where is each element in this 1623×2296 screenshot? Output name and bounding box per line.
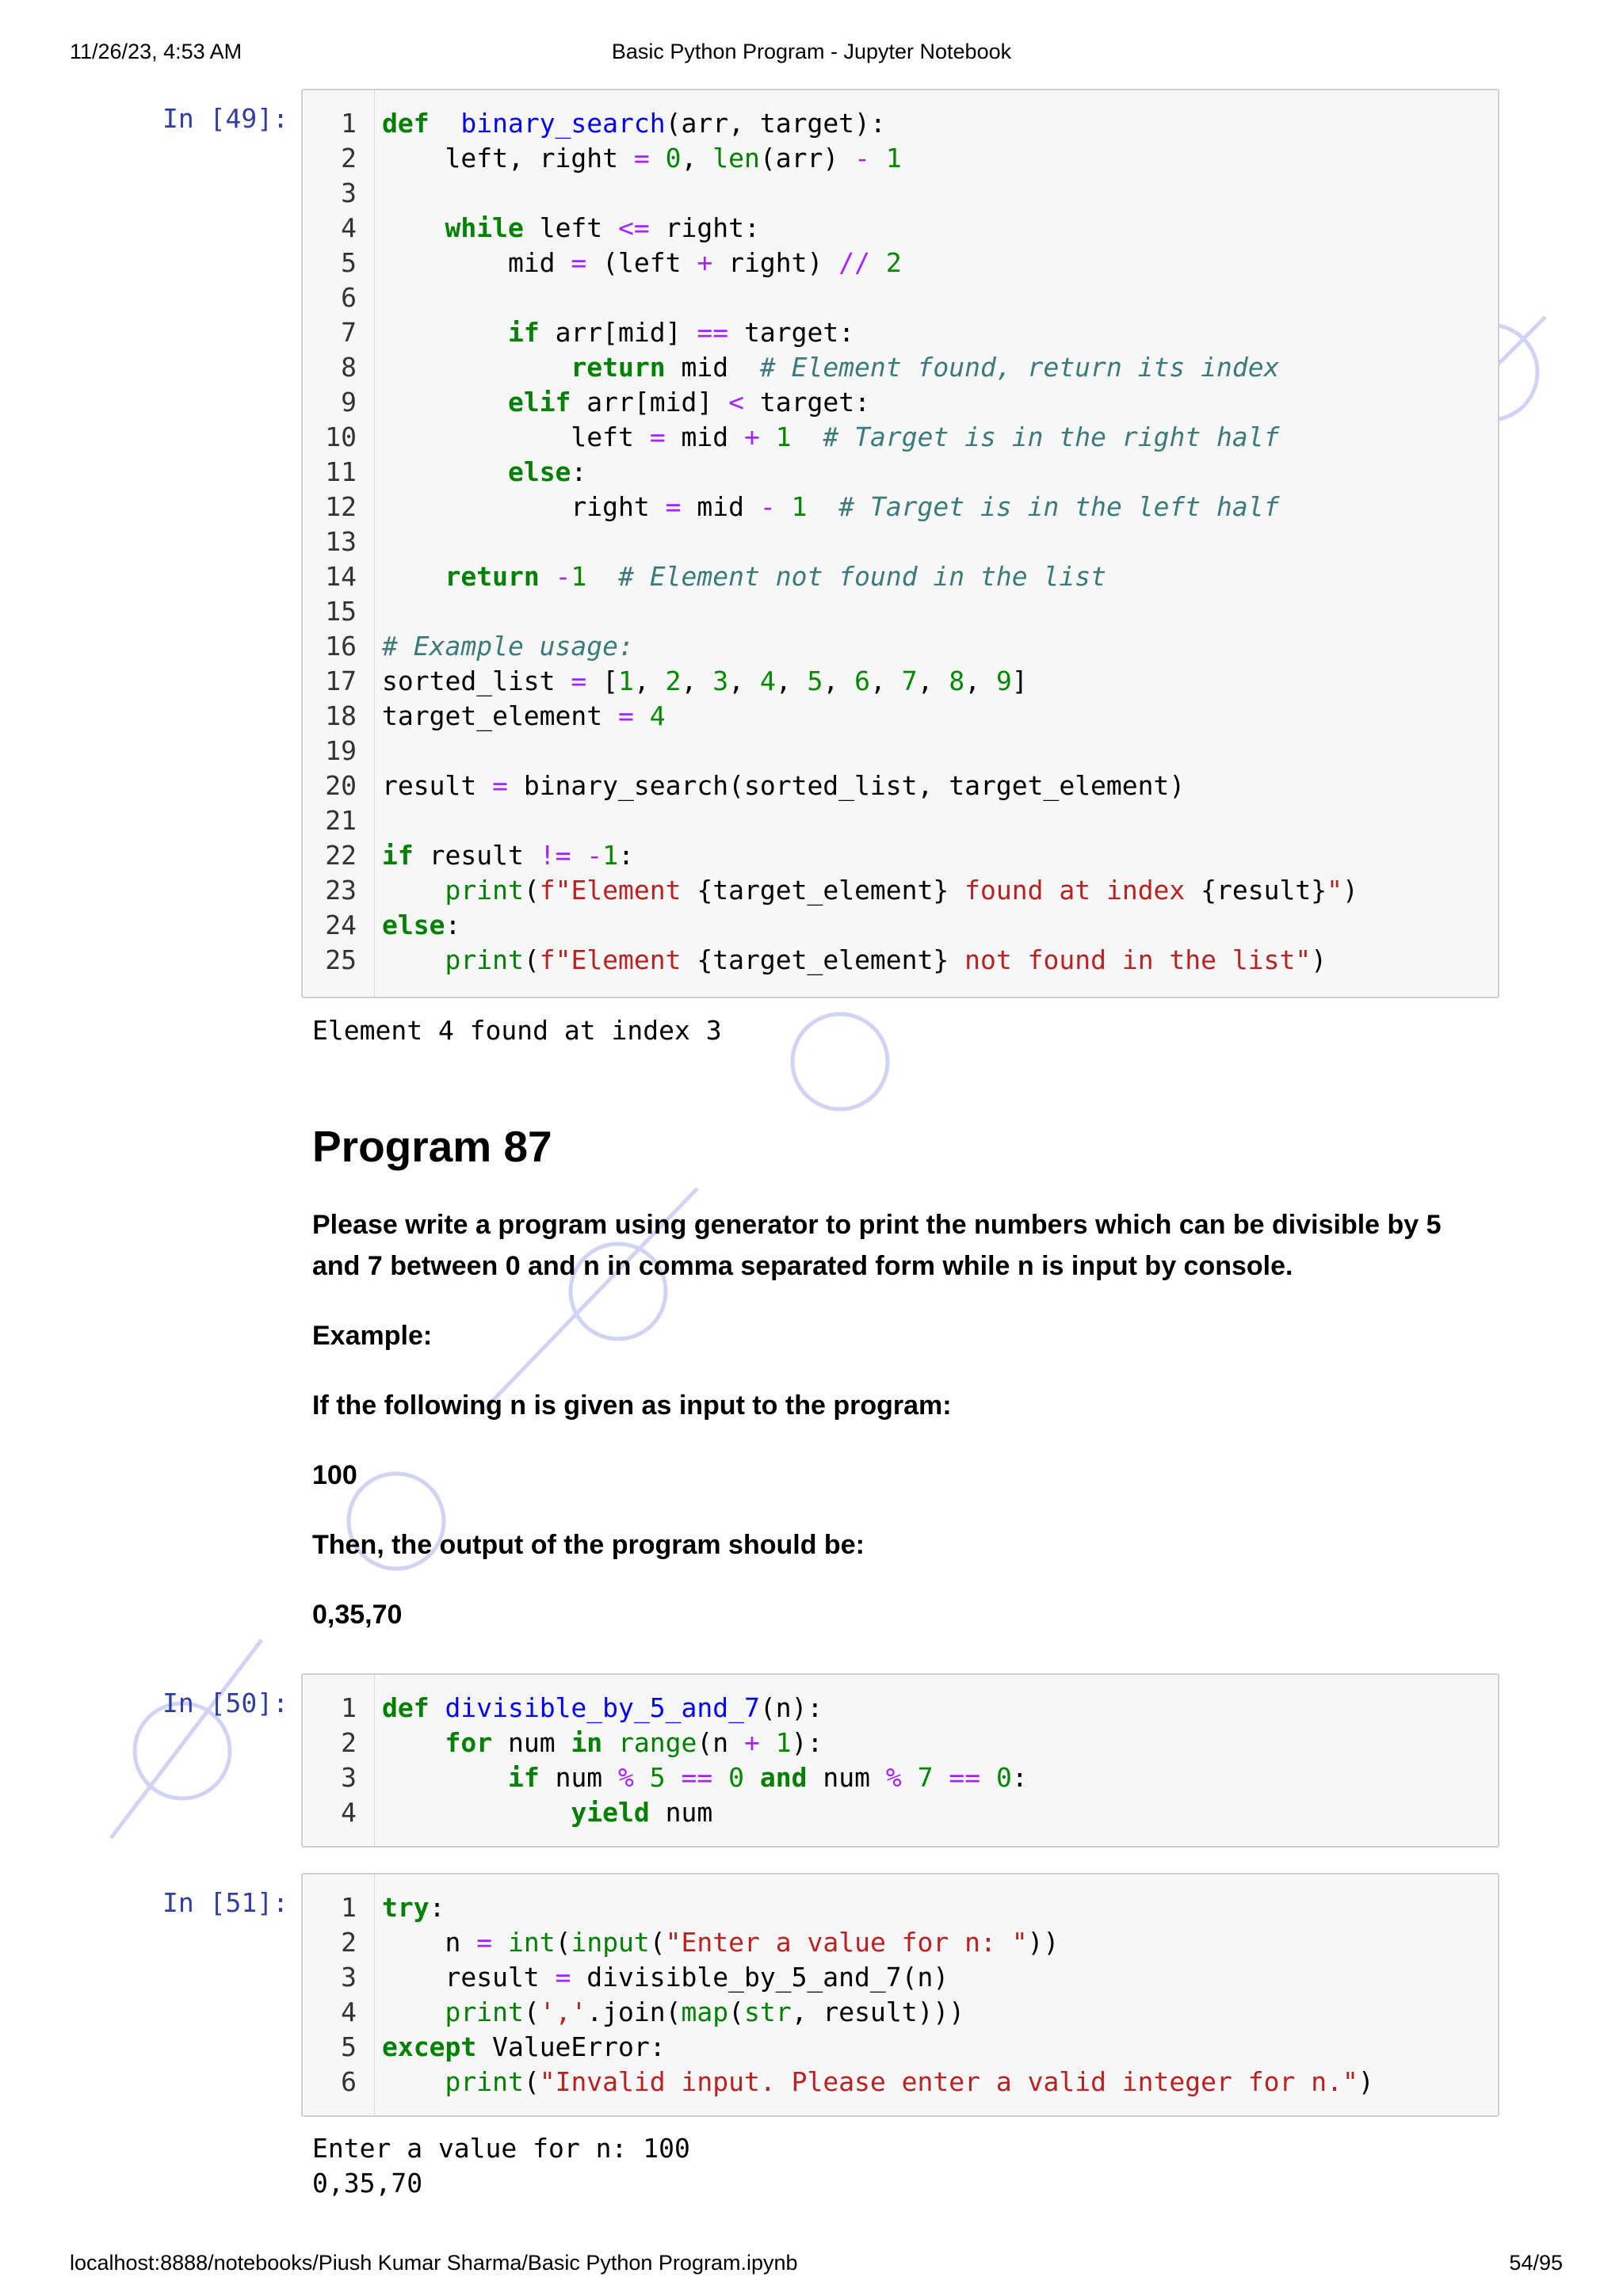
code-text: print("Invalid input. Please enter a valid integer for n.") xyxy=(445,2066,1374,2097)
line-number: 9 xyxy=(341,387,357,418)
code-text: else: xyxy=(382,910,461,940)
example-label: Example: xyxy=(312,1321,433,1351)
code-line xyxy=(303,699,1498,734)
code-text: if num % 5 == 0 and num % 7 == 0: xyxy=(507,1762,1028,1793)
line-number: 12 xyxy=(325,491,357,522)
code-text: target_element = 4 xyxy=(382,700,666,731)
code-line xyxy=(303,1726,1498,1760)
line-number: 2 xyxy=(341,1927,357,1958)
cell-output xyxy=(312,1013,722,1048)
line-number: 15 xyxy=(325,596,357,627)
code-text: right = mid - 1 # Target is in the left half xyxy=(382,491,1280,522)
code-line xyxy=(303,106,1498,141)
code-text: elif arr[mid] < target: xyxy=(507,387,870,418)
code-line xyxy=(303,490,1498,524)
code-line xyxy=(303,664,1498,699)
code-text: mid = (left + right) // 2 xyxy=(382,247,902,278)
code-line xyxy=(303,769,1498,803)
print-timestamp: 11/26/23, 4:53 AM xyxy=(70,40,242,63)
code-text: else: xyxy=(507,456,587,487)
output-line: Element 4 found at index 3 xyxy=(312,1015,722,1046)
line-number: 14 xyxy=(325,561,357,592)
line-number: 6 xyxy=(341,282,357,313)
page-title: Basic Python Program - Jupyter Notebook xyxy=(611,40,1012,63)
line-number: 3 xyxy=(341,1762,357,1793)
line-number: 5 xyxy=(341,247,357,278)
code-text: return mid # Element found, return its index xyxy=(571,352,1280,383)
code-line xyxy=(303,1960,1498,1995)
page-url: localhost:8888/notebooks/Piush Kumar Sharma/Basic Python Program.ipynb xyxy=(70,2251,798,2275)
code-text: left = mid + 1 # Target is in the right half xyxy=(382,421,1280,452)
code-line xyxy=(303,1925,1498,1960)
code-line xyxy=(303,1691,1498,1726)
line-number: 5 xyxy=(341,2031,357,2062)
cell-output xyxy=(312,2131,690,2201)
line-number: 20 xyxy=(325,770,357,801)
code-text: def divisible_by_5_and_7(n): xyxy=(382,1692,823,1723)
code-line xyxy=(303,2030,1498,2065)
code-text: yield num xyxy=(571,1797,713,1828)
code-line xyxy=(303,1995,1498,2030)
code-line xyxy=(303,873,1498,908)
code-text: sorted_list = [1, 2, 3, 4, 5, 6, 7, 8, 9] xyxy=(382,666,1028,696)
line-number: 19 xyxy=(325,735,357,766)
code-line xyxy=(303,629,1498,664)
line-number: 1 xyxy=(341,108,357,139)
line-number: 1 xyxy=(341,1692,357,1723)
code-lines xyxy=(303,106,1498,978)
code-line xyxy=(303,420,1498,455)
line-number: 8 xyxy=(341,352,357,383)
code-line xyxy=(303,211,1498,246)
code-line xyxy=(303,141,1498,176)
code-cell-binary-search[interactable] xyxy=(301,89,1499,998)
code-line xyxy=(303,559,1498,594)
code-text: print(','.join(map(str, result))) xyxy=(445,1997,965,2027)
line-number: 6 xyxy=(341,2066,357,2097)
line-number: 2 xyxy=(341,143,357,174)
input-description: If the following n is given as input to the program: xyxy=(312,1390,952,1421)
example-output: 0,35,70 xyxy=(312,1600,403,1630)
code-text: while left <= right: xyxy=(445,212,760,243)
line-number: 7 xyxy=(341,317,357,348)
code-text: try: xyxy=(382,1892,445,1923)
code-line xyxy=(303,2065,1498,2100)
code-line xyxy=(303,594,1498,629)
code-line xyxy=(303,1760,1498,1795)
code-text: if result != -1: xyxy=(382,840,634,871)
code-cell-generator[interactable] xyxy=(301,1673,1499,1848)
code-text: except ValueError: xyxy=(382,2031,666,2062)
line-number: 2 xyxy=(341,1727,357,1758)
line-number: 22 xyxy=(325,840,357,871)
code-text: return -1 # Element not found in the list xyxy=(445,561,1106,592)
line-number: 1 xyxy=(341,1892,357,1923)
line-number: 10 xyxy=(325,421,357,452)
cell-prompt: In [49]: xyxy=(162,103,288,134)
line-number: 16 xyxy=(325,631,357,662)
code-text: left, right = 0, len(arr) - 1 xyxy=(382,143,902,174)
code-line xyxy=(303,176,1498,211)
code-text: n = int(input("Enter a value for n: ")) xyxy=(382,1927,1060,1958)
line-number: 3 xyxy=(341,1962,357,1993)
code-text: result = divisible_by_5_and_7(n) xyxy=(382,1962,949,1993)
line-number: 17 xyxy=(325,666,357,696)
line-number: 25 xyxy=(325,944,357,975)
code-text: def binary_search(arr, target): xyxy=(382,108,886,139)
output-line: 0,35,70 xyxy=(312,2168,423,2199)
code-line xyxy=(303,734,1498,769)
code-line xyxy=(303,315,1498,350)
line-number: 3 xyxy=(341,177,357,208)
output-line: Enter a value for n: 100 xyxy=(312,2133,690,2164)
code-line xyxy=(303,280,1498,315)
code-line xyxy=(303,350,1498,385)
line-number: 4 xyxy=(341,212,357,243)
example-input: 100 xyxy=(312,1460,357,1490)
code-line xyxy=(303,803,1498,838)
code-lines xyxy=(303,1890,1498,2100)
line-number: 23 xyxy=(325,875,357,906)
code-text: if arr[mid] == target: xyxy=(507,317,855,348)
code-line xyxy=(303,455,1498,490)
code-cell-try-input[interactable] xyxy=(301,1873,1499,2117)
code-text: result = binary_search(sorted_list, target_element) xyxy=(382,770,1186,801)
line-number: 11 xyxy=(325,456,357,487)
code-line xyxy=(303,524,1498,559)
page-number: 54/95 xyxy=(1509,2251,1563,2275)
line-number: 18 xyxy=(325,700,357,731)
code-line xyxy=(303,385,1498,420)
line-number: 4 xyxy=(341,1797,357,1828)
code-text: print(f"Element {target_element} found at index {result}") xyxy=(445,875,1358,906)
program-heading: Program 87 xyxy=(312,1122,552,1171)
cell-prompt: In [50]: xyxy=(162,1688,288,1718)
output-description: Then, the output of the program should be: xyxy=(312,1530,865,1560)
code-text: print(f"Element {target_element} not found in the list") xyxy=(445,944,1327,975)
line-number: 24 xyxy=(325,910,357,940)
line-number: 21 xyxy=(325,805,357,836)
problem-statement: Please write a program using generator to print the numbers which can be divisible by 5 and 7 between 0 and n in comma separated form while n is input by console. xyxy=(312,1210,1442,1281)
code-line xyxy=(303,1890,1498,1925)
code-line xyxy=(303,908,1498,943)
code-line xyxy=(303,838,1498,873)
code-line xyxy=(303,1795,1498,1830)
code-text: # Example usage: xyxy=(382,631,634,662)
code-lines xyxy=(303,1691,1498,1830)
line-number: 13 xyxy=(325,526,357,557)
code-line xyxy=(303,943,1498,978)
line-number: 4 xyxy=(341,1997,357,2027)
code-line xyxy=(303,246,1498,280)
code-text: for num in range(n + 1): xyxy=(445,1727,823,1758)
cell-prompt: In [51]: xyxy=(162,1887,288,1918)
